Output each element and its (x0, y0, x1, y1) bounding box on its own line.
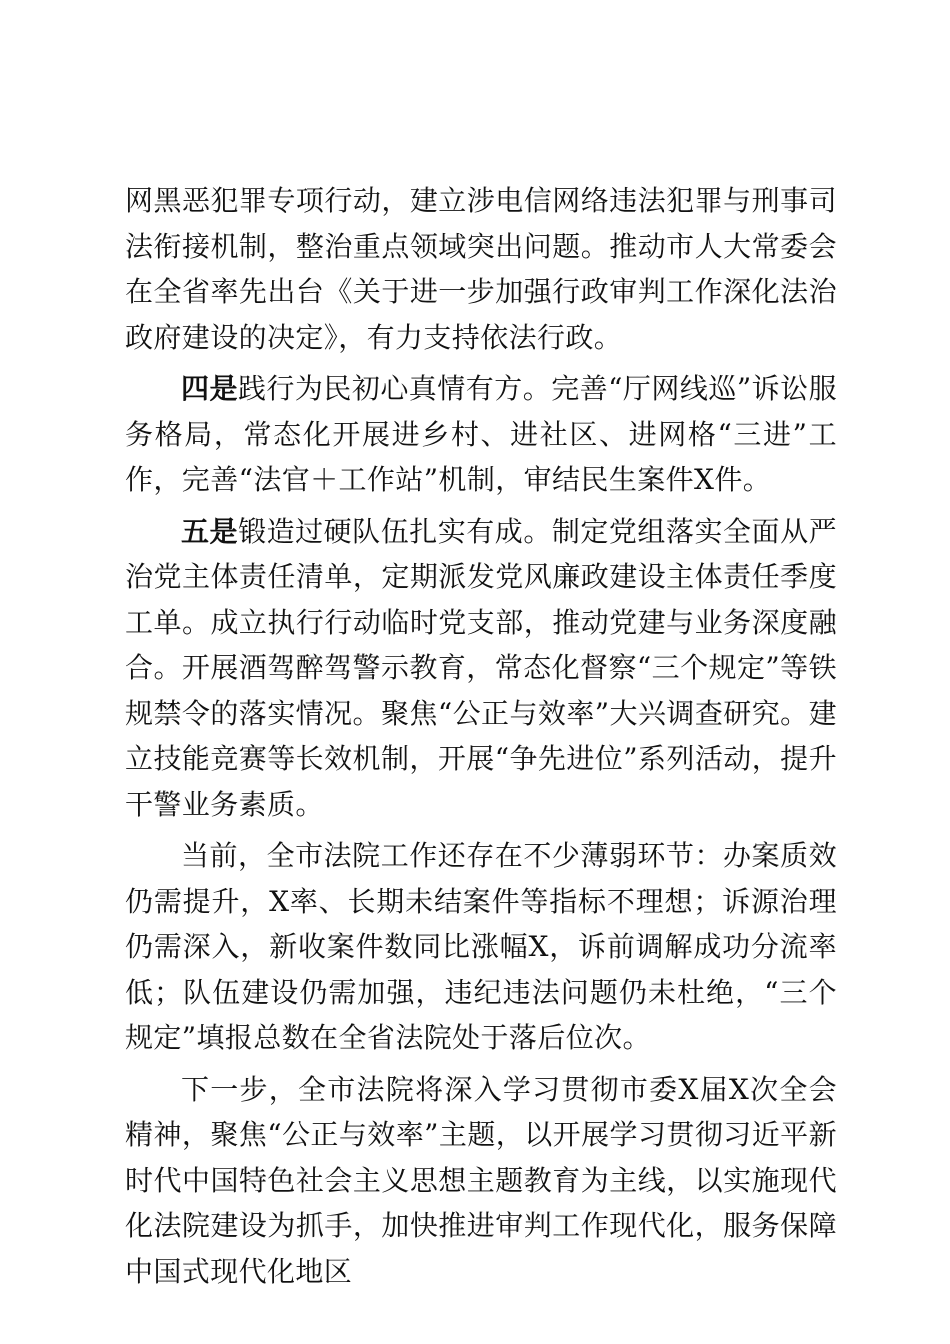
paragraph-text: 下一步，全市法院将深入学习贯彻市委X届X次全会精神，聚焦“公正与效率”主题，以开展学习贯彻习近平新时代中国特色社会主义思想主题教育为主线，以实施现代化法院建设为抓手，加快推进审判工作现代化，服务保障中国式现代化地区 (125, 1072, 837, 1288)
paragraph-text: 当前，全市法院工作还存在不少薄弱环节：办案质效仍需提升，X率、长期未结案件等指标不理想；诉源治理仍需深入，新收案件数同比涨幅X，诉前调解成功分流率低；队伍建设仍需加强，违纪违法问题仍未杜绝，“三个规定”填报总数在全省法院处于落后位次。 (125, 839, 837, 1054)
paragraph-point-five (125, 509, 837, 828)
paragraph-text: 网黑恶犯罪专项行动，建立涉电信网络违法犯罪与刑事司法衔接机制，整治重点领域突出问题。推动市人大常委会在全省率先出台《关于进一步加强行政审判工作深化法治政府建设的决定》，有力支持依法行政。 (125, 184, 837, 354)
document-body (125, 178, 837, 1294)
paragraph-lead: 四是 (181, 372, 238, 405)
paragraph-point-four (125, 366, 837, 503)
paragraph-lead: 五是 (181, 514, 239, 548)
paragraph-text: 践行为民初心真情有方。完善“厅网线巡”诉讼服务格局，常态化开展进乡村、进社区、进网格“三进”工作，完善“法官＋工作站”机制，审结民生案件X件。 (125, 372, 837, 496)
paragraph-current-issues (125, 833, 837, 1061)
paragraph-next-steps (125, 1067, 837, 1295)
paragraph-continued (125, 178, 837, 360)
paragraph-text: 锻造过硬队伍扎实有成。制定党组落实全面从严治党主体责任清单，定期派发党风廉政建设主体责任季度工单。成立执行行动临时党支部，推动党建与业务深度融合。开展酒驾醉驾警示教育，常态化督察“三个规定”等铁规禁令的落实情况。聚焦“公正与效率”大兴调查研究。建立技能竞赛等长效机制，开展“争先进位”系列活动，提升干警业务素质。 (125, 514, 837, 821)
